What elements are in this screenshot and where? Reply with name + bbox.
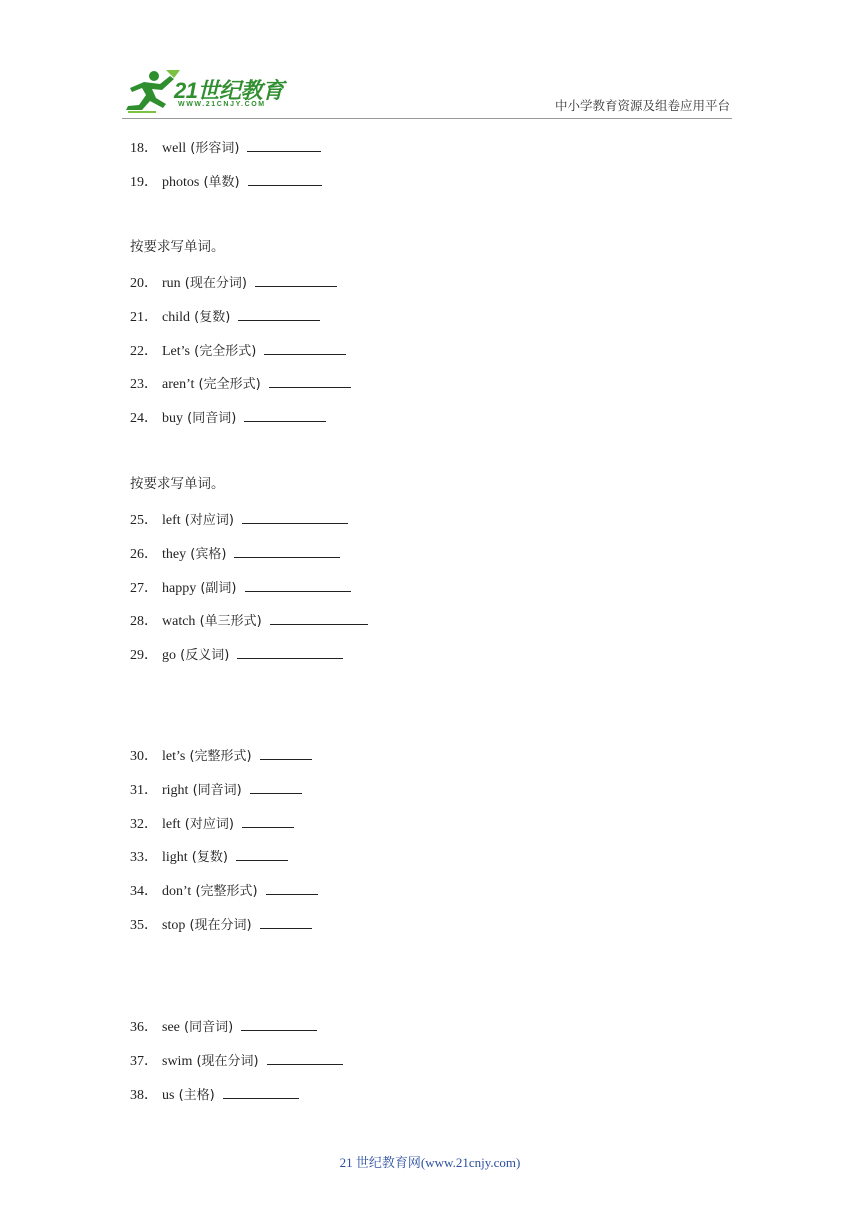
answer-blank[interactable] [250, 779, 302, 794]
answer-blank[interactable] [267, 1050, 343, 1065]
answer-blank[interactable] [238, 306, 320, 321]
item-hint: (单数) [199, 174, 240, 190]
answer-blank[interactable] [255, 272, 337, 287]
exercise-item [130, 779, 302, 801]
item-number: 38． [130, 1087, 158, 1103]
page-header [0, 0, 860, 130]
item-word: buy [162, 411, 183, 427]
exercise-item [130, 813, 294, 835]
logo [122, 68, 292, 116]
item-word: swim [162, 1053, 193, 1069]
answer-blank[interactable] [234, 543, 340, 558]
item-word: right [162, 782, 189, 798]
item-hint: (完整形式) [191, 884, 258, 900]
answer-blank[interactable] [241, 1016, 317, 1031]
item-number: 28． [130, 614, 158, 630]
answer-blank[interactable] [264, 340, 346, 355]
item-number: 20． [130, 276, 158, 291]
logo-subtext: WWW.21CNJY.COM [178, 101, 266, 108]
item-word: don’t [162, 884, 192, 900]
answer-blank[interactable] [242, 813, 294, 828]
runner-logo-icon [122, 68, 182, 116]
exercise-item [130, 543, 340, 565]
item-word: left [162, 513, 181, 528]
exercise-item [130, 914, 312, 936]
item-word: aren’t [162, 377, 195, 393]
item-number: 22． [130, 343, 158, 359]
exercise-item [130, 272, 337, 294]
item-word: us [162, 1087, 175, 1103]
answer-blank[interactable] [223, 1084, 299, 1099]
item-hint: (副词) [196, 580, 237, 596]
exercise-item [130, 610, 368, 632]
item-word: see [162, 1020, 180, 1035]
exercise-item [130, 880, 318, 902]
item-number: 23． [130, 377, 158, 393]
exercise-item [130, 1016, 317, 1038]
answer-blank[interactable] [270, 610, 368, 625]
exercise-item [130, 373, 351, 395]
item-word: child [162, 309, 190, 325]
answer-blank[interactable] [236, 846, 288, 861]
item-number: 21． [130, 309, 158, 325]
item-word: light [162, 850, 188, 866]
exercise-item [130, 509, 348, 531]
item-number: 24． [130, 411, 158, 427]
exercise-item [130, 407, 326, 429]
item-number: 18． [130, 141, 158, 156]
item-word: left [162, 816, 181, 832]
item-word: stop [162, 918, 186, 933]
item-number: 30． [130, 749, 158, 764]
item-word: well [162, 141, 187, 156]
item-hint: (主格) [174, 1087, 215, 1103]
exercise-item [130, 137, 321, 159]
item-hint: (反义词) [176, 648, 230, 664]
answer-blank[interactable] [242, 509, 348, 524]
item-hint: (同音词) [183, 411, 237, 427]
item-hint: (复数) [190, 309, 231, 325]
item-hint: (完整形式) [185, 749, 252, 764]
answer-blank[interactable] [248, 171, 322, 186]
item-word: let’s [162, 749, 186, 764]
item-number: 27． [130, 580, 158, 596]
item-number: 35． [130, 918, 158, 933]
item-number: 29． [130, 648, 158, 664]
exercise-item [130, 171, 322, 193]
item-word: they [162, 546, 187, 562]
exercise-item [130, 577, 351, 599]
item-number: 32． [130, 816, 158, 832]
page-footer: 21 世纪教育网(www.21cnjy.com) [339, 1155, 521, 1170]
logo-text: 21世纪教育 [174, 78, 284, 103]
item-hint: (同音词) [179, 1020, 234, 1035]
item-number: 25． [130, 513, 158, 528]
answer-blank[interactable] [269, 373, 351, 388]
answer-blank[interactable] [245, 577, 351, 592]
exercise-item [130, 846, 288, 868]
section-title: 按要求写单词。 [130, 476, 225, 492]
answer-blank[interactable] [260, 914, 312, 929]
item-hint: (宾格) [186, 546, 227, 562]
item-word: happy [162, 580, 197, 596]
item-word: photos [162, 174, 200, 190]
answer-blank[interactable] [244, 407, 326, 422]
exercise-item [130, 340, 346, 362]
item-number: 26． [130, 546, 158, 562]
exercise-item [130, 1084, 299, 1106]
item-hint: (形容词) [186, 141, 240, 156]
item-number: 31． [130, 782, 158, 798]
item-word: go [162, 648, 176, 664]
exercise-item [130, 1050, 343, 1072]
answer-blank[interactable] [260, 745, 312, 760]
item-hint: (完全形式) [194, 377, 261, 393]
item-hint: (完全形式) [190, 343, 257, 359]
item-number: 37． [130, 1053, 158, 1069]
item-hint: (现在分词) [192, 1053, 259, 1069]
item-number: 36． [130, 1020, 158, 1035]
exercise-item [130, 306, 320, 328]
section-title: 按要求写单词。 [130, 239, 225, 255]
item-hint: (现在分词) [180, 276, 247, 291]
answer-blank[interactable] [247, 137, 321, 152]
item-hint: (单三形式) [195, 614, 262, 630]
item-word: run [162, 276, 181, 291]
item-hint: (现在分词) [185, 918, 252, 933]
item-number: 19． [130, 174, 158, 190]
answer-blank[interactable] [237, 644, 343, 659]
item-number: 33． [130, 850, 158, 866]
answer-blank[interactable] [266, 880, 318, 895]
header-divider [122, 118, 732, 119]
item-word: Let’s [162, 343, 190, 359]
item-word: watch [162, 614, 196, 630]
item-hint: (同音词) [188, 782, 242, 798]
item-hint: (对应词) [180, 513, 234, 528]
exercise-item [130, 745, 312, 767]
header-platform-title: 中小学教育资源及组卷应用平台 [554, 98, 730, 113]
item-hint: (复数) [187, 850, 228, 866]
item-number: 34． [130, 884, 158, 900]
exercise-item [130, 644, 343, 666]
item-hint: (对应词) [180, 816, 234, 832]
